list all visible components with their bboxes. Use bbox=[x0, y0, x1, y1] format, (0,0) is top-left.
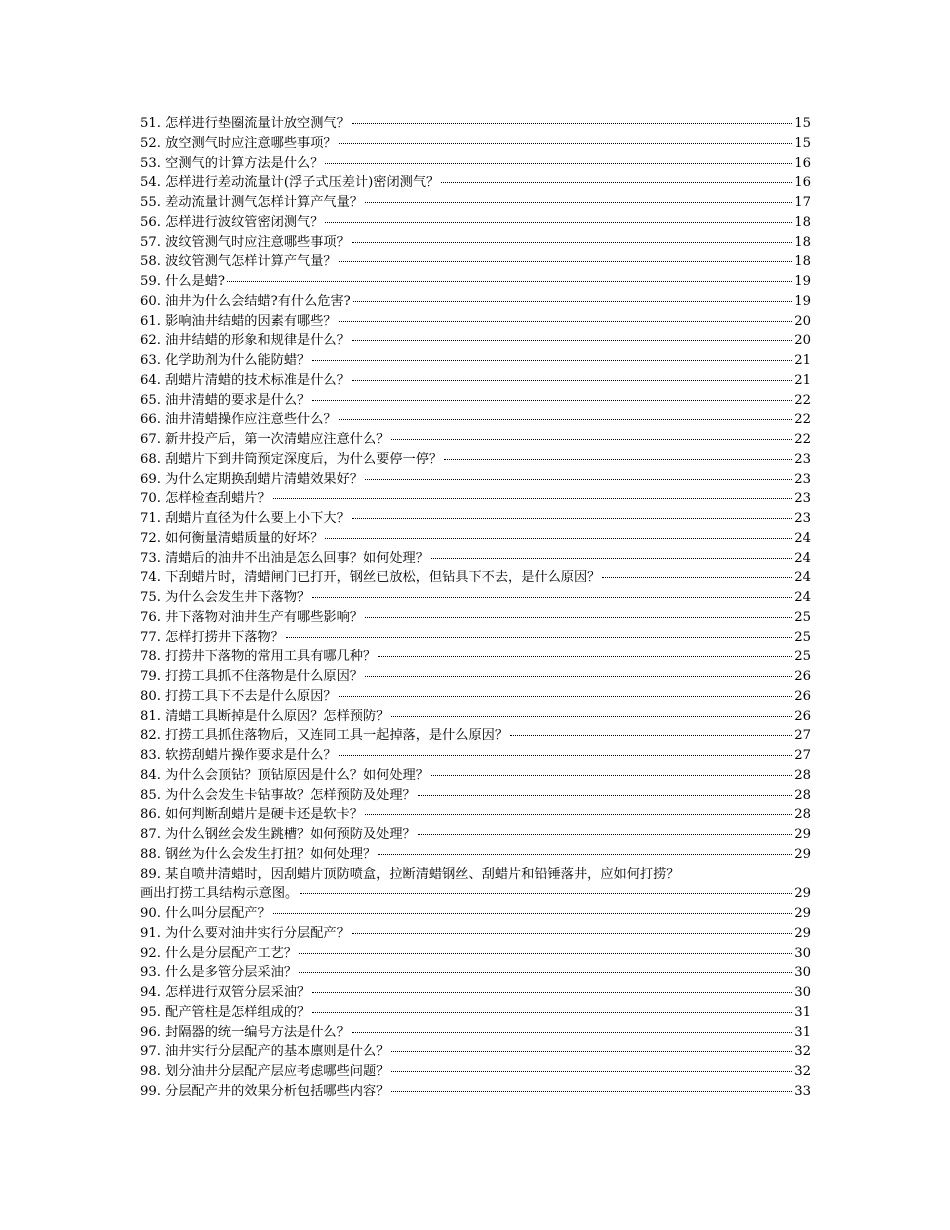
toc-entry[interactable] bbox=[140, 410, 811, 430]
toc-entry[interactable] bbox=[140, 114, 811, 134]
dot-leader bbox=[299, 971, 792, 973]
toc-entry[interactable] bbox=[140, 726, 811, 746]
dot-leader bbox=[352, 517, 792, 519]
toc-entry-page: 26 bbox=[794, 688, 811, 704]
toc-entry[interactable] bbox=[140, 549, 811, 569]
dot-leader bbox=[352, 241, 792, 243]
toc-entry-page: 25 bbox=[794, 609, 811, 625]
toc-entry[interactable] bbox=[140, 983, 811, 1003]
toc-entry-title: 67. 新井投产后，第一次清蜡应注意什么？ bbox=[140, 432, 390, 447]
toc-entry-page: 24 bbox=[794, 590, 811, 605]
dot-leader bbox=[339, 142, 793, 144]
toc-entry-page: 30 bbox=[794, 945, 811, 961]
toc-entry[interactable] bbox=[140, 944, 811, 964]
toc-entry-title: 95. 配产管柱是怎样组成的？ bbox=[140, 1004, 311, 1020]
dot-leader bbox=[391, 1070, 792, 1072]
toc-entry-page: 31 bbox=[794, 1004, 811, 1020]
toc-entry[interactable] bbox=[140, 1082, 811, 1102]
toc-entry-title: 82. 打捞工具抓住落物后，又连同工具一起掉落，是什么原因？ bbox=[140, 728, 509, 744]
toc-entry-title: 90. 什么叫分层配产？ bbox=[140, 906, 271, 921]
dot-leader bbox=[299, 952, 792, 954]
dot-leader bbox=[312, 359, 792, 361]
toc-entry-page: 29 bbox=[794, 886, 811, 902]
toc-entry[interactable] bbox=[140, 529, 811, 549]
dot-leader bbox=[352, 932, 792, 934]
dot-leader bbox=[418, 794, 792, 796]
toc-entry[interactable] bbox=[140, 351, 811, 371]
dot-leader bbox=[339, 260, 793, 262]
toc-entry-title: 87. 为什么钢丝会发生跳槽？如何预防及处理？ bbox=[140, 827, 416, 842]
toc-entry-page: 18 bbox=[794, 254, 811, 270]
toc-entry-page: 23 bbox=[794, 451, 811, 467]
toc-entry-page: 28 bbox=[794, 787, 811, 803]
toc-entry[interactable] bbox=[140, 193, 811, 213]
toc-entry-page: 25 bbox=[794, 649, 811, 665]
dot-leader bbox=[273, 497, 793, 499]
toc-entry[interactable] bbox=[140, 1003, 811, 1023]
toc-entry-title: 77. 怎样打捞井下落物？ bbox=[140, 629, 284, 645]
dot-leader bbox=[352, 379, 792, 381]
dot-leader bbox=[418, 833, 792, 835]
toc-entry[interactable] bbox=[140, 173, 811, 193]
toc-entry[interactable] bbox=[140, 687, 811, 707]
toc-entry-page: 27 bbox=[794, 748, 811, 763]
dot-leader bbox=[365, 813, 792, 815]
toc-entry-page: 32 bbox=[794, 1044, 811, 1060]
toc-entry-title: 93. 什么是多管分层采油？ bbox=[140, 965, 298, 981]
dot-leader bbox=[391, 1050, 792, 1052]
toc-entry-title: 56. 怎样进行波纹管密闭测气？ bbox=[140, 214, 324, 230]
dot-leader bbox=[325, 221, 792, 223]
toc-entry[interactable] bbox=[140, 331, 811, 351]
dot-leader bbox=[312, 399, 792, 401]
dot-leader bbox=[431, 557, 792, 559]
toc-entry-title: 99. 分层配产井的效果分析包括哪些内容？ bbox=[140, 1083, 390, 1099]
toc-entry[interactable] bbox=[140, 154, 811, 174]
toc-entry-title: 62. 油井结蜡的形象和规律是什么？ bbox=[140, 333, 350, 349]
toc-entry-title: 76. 井下落物对油井生产有哪些影响？ bbox=[140, 609, 363, 625]
toc-entry-title: 84. 为什么会顶钻？顶钻原因是什么？如何处理？ bbox=[140, 767, 429, 783]
toc-entry-page: 29 bbox=[794, 906, 811, 921]
toc-entry-title: 80. 打捞工具下不去是什么原因？ bbox=[140, 688, 337, 704]
toc-entry-page: 19 bbox=[794, 293, 811, 309]
toc-entry-page: 31 bbox=[794, 1024, 811, 1040]
toc-entry-title: 52. 放空测气时应注意哪些事项？ bbox=[140, 135, 337, 151]
toc-entry-page: 25 bbox=[794, 629, 811, 645]
toc-entry-title: 89. 某自喷井清蜡时，因刮蜡片顶防喷盒，拉断清蜡钢丝、刮蜡片和铅锤落井，应如何打捞？ bbox=[140, 866, 680, 882]
toc-entry[interactable] bbox=[140, 312, 811, 332]
dot-leader bbox=[352, 1031, 792, 1033]
toc-entry[interactable] bbox=[140, 647, 811, 667]
dot-leader bbox=[227, 280, 792, 282]
toc-entry-page: 22 bbox=[794, 432, 811, 447]
dot-leader bbox=[602, 576, 792, 578]
toc-entry[interactable] bbox=[140, 134, 811, 154]
toc-entry-title: 97. 油井实行分层配产的基本廪则是什么？ bbox=[140, 1044, 390, 1060]
toc-entry[interactable] bbox=[140, 865, 811, 885]
toc-entry[interactable] bbox=[140, 588, 811, 608]
dot-leader bbox=[352, 122, 792, 124]
dot-leader bbox=[352, 339, 792, 341]
toc-entry-page: 16 bbox=[794, 155, 811, 171]
dot-leader bbox=[312, 991, 792, 993]
dot-leader bbox=[431, 774, 792, 776]
dot-leader bbox=[391, 1090, 792, 1092]
toc-entry-page: 17 bbox=[794, 195, 811, 210]
toc-entry-title: 53. 空测气的计算方法是什么？ bbox=[140, 155, 324, 171]
toc-entry-title: 96. 封隔器的统一编号方法是什么？ bbox=[140, 1024, 350, 1040]
toc-entry-title: 63. 化学助剂为什么能防蜡？ bbox=[140, 353, 311, 368]
toc-entry[interactable] bbox=[140, 667, 811, 687]
dot-leader bbox=[378, 853, 792, 855]
toc-entry-page: 16 bbox=[794, 175, 811, 191]
dot-leader bbox=[300, 892, 792, 894]
toc-entry[interactable] bbox=[140, 252, 811, 272]
toc-entry-page: 15 bbox=[794, 135, 811, 151]
toc-entry-page: 29 bbox=[794, 846, 811, 862]
toc-entry[interactable] bbox=[140, 766, 811, 786]
dot-leader bbox=[391, 438, 792, 440]
toc-entry-page: 24 bbox=[794, 570, 811, 586]
toc-entry[interactable] bbox=[140, 1023, 811, 1043]
toc-entry-page: 30 bbox=[794, 965, 811, 981]
toc-entry[interactable] bbox=[140, 292, 811, 312]
toc-entry-title: 61. 影响油井结蜡的因素有哪些？ bbox=[140, 313, 337, 329]
toc-entry-title: 70. 怎样检查刮蜡片？ bbox=[140, 491, 271, 507]
toc-entry[interactable] bbox=[140, 707, 811, 727]
dot-leader bbox=[339, 695, 793, 697]
toc-entry-page: 23 bbox=[794, 511, 811, 526]
toc-entry-title: 64. 刮蜡片清蜡的技术标准是什么？ bbox=[140, 372, 350, 388]
toc-entry-page: 24 bbox=[794, 550, 811, 566]
toc-entry-page: 32 bbox=[794, 1064, 811, 1079]
toc-entry-title: 78. 打捞井下落物的常用工具有哪几种？ bbox=[140, 649, 377, 665]
dot-leader bbox=[365, 478, 792, 480]
toc-entry-page: 26 bbox=[794, 669, 811, 684]
dot-leader bbox=[365, 201, 792, 203]
toc-entry[interactable] bbox=[140, 786, 811, 806]
toc-entry-page: 22 bbox=[794, 412, 811, 428]
toc-entry-title: 81. 清蜡工具断掉是什么原因？怎样预防？ bbox=[140, 708, 390, 724]
dot-leader bbox=[339, 754, 793, 756]
toc-entry-title: 55. 差动流量计测气怎样计算产气量？ bbox=[140, 195, 363, 210]
toc-entry-title: 73. 清蜡后的油井不出油是怎么回事？如何处理？ bbox=[140, 550, 429, 566]
toc-entry-page: 22 bbox=[794, 392, 811, 408]
toc-entry-title: 86. 如何判断刮蜡片是硬卡还是软卡？ bbox=[140, 807, 363, 823]
dot-leader bbox=[312, 596, 792, 598]
toc-entry-title: 画出打捞工具结构示意图。 bbox=[140, 886, 299, 902]
toc-entry-page: 29 bbox=[794, 827, 811, 842]
toc-entry-page: 24 bbox=[794, 530, 811, 546]
dot-leader bbox=[286, 636, 792, 638]
toc-entry-title: 72. 如何衡量清蜡质量的好坏？ bbox=[140, 530, 324, 546]
dot-leader bbox=[312, 1011, 792, 1013]
dot-leader bbox=[325, 537, 792, 539]
toc-entry-title: 88. 钢丝为什么会发生打扭？如何处理？ bbox=[140, 846, 377, 862]
toc-entry[interactable] bbox=[140, 489, 811, 509]
dot-leader bbox=[441, 181, 792, 183]
toc-entry-title: 65. 油井清蜡的要求是什么？ bbox=[140, 392, 311, 408]
toc-entry[interactable] bbox=[140, 430, 811, 450]
dot-leader bbox=[353, 300, 792, 302]
toc-entry-title: 66. 油井清蜡操作应注意些什么？ bbox=[140, 412, 337, 428]
toc-entry-title: 85. 为什么会发生卡钻事故？怎样预防及处理？ bbox=[140, 787, 416, 803]
toc-entry-page: 19 bbox=[794, 274, 811, 289]
dot-leader bbox=[378, 655, 792, 657]
toc-entry[interactable] bbox=[140, 371, 811, 391]
toc-entry[interactable] bbox=[140, 845, 811, 865]
toc-entry-page: 23 bbox=[794, 491, 811, 507]
toc-entry-title: 75. 为什么会发生井下落物？ bbox=[140, 590, 311, 605]
toc-entry-title: 98. 划分油井分层配产层应考虑哪些问题？ bbox=[140, 1064, 390, 1079]
dot-leader bbox=[339, 418, 793, 420]
dot-leader bbox=[510, 734, 792, 736]
toc-entry-title: 59. 什么是蜡? bbox=[140, 274, 225, 289]
dot-leader bbox=[273, 912, 793, 914]
toc-entry-title: 79. 打捞工具抓不住落物是什么原因？ bbox=[140, 669, 363, 684]
toc-entry-page: 30 bbox=[794, 985, 811, 1000]
dot-leader bbox=[444, 458, 792, 460]
toc-entry[interactable] bbox=[140, 628, 811, 648]
toc-entry[interactable] bbox=[140, 904, 811, 924]
toc-entry[interactable] bbox=[140, 509, 811, 529]
toc-entry-page: 20 bbox=[794, 313, 811, 329]
toc-entry[interactable] bbox=[140, 213, 811, 233]
toc-entry-page: 21 bbox=[794, 353, 811, 368]
toc-entry-page: 29 bbox=[794, 925, 811, 941]
toc-entry[interactable] bbox=[140, 272, 811, 292]
toc-entry[interactable] bbox=[140, 825, 811, 845]
toc-entry[interactable] bbox=[140, 884, 811, 904]
toc-entry-title: 58. 波纹管测气怎样计算产气量？ bbox=[140, 254, 337, 270]
toc-entry[interactable] bbox=[140, 568, 811, 588]
toc-entry[interactable] bbox=[140, 233, 811, 253]
toc-entry-title: 91. 为什么要对油井实行分层配产？ bbox=[140, 925, 350, 941]
table-of-contents bbox=[140, 114, 811, 1102]
dot-leader bbox=[365, 616, 792, 618]
toc-entry-title: 94. 怎样进行双管分层采油？ bbox=[140, 985, 311, 1000]
toc-entry-page: 27 bbox=[794, 728, 811, 744]
toc-entry-page: 18 bbox=[794, 234, 811, 250]
toc-entry-title: 92. 什么是分层配产工艺？ bbox=[140, 945, 298, 961]
toc-entry-title: 83. 软捞刮蜡片操作要求是什么？ bbox=[140, 748, 337, 763]
toc-entry-page: 33 bbox=[794, 1083, 811, 1099]
toc-entry[interactable] bbox=[140, 608, 811, 628]
toc-entry-page: 15 bbox=[794, 116, 811, 131]
toc-entry[interactable] bbox=[140, 805, 811, 825]
toc-entry[interactable] bbox=[140, 391, 811, 411]
toc-entry-title: 54. 怎样进行差动流量计(浮子式压差计)密闭测气？ bbox=[140, 175, 440, 191]
toc-entry-page: 26 bbox=[794, 708, 811, 724]
toc-entry-title: 68. 刮蜡片下到井筒预定深度后，为什么要停一停？ bbox=[140, 451, 443, 467]
toc-entry-page: 28 bbox=[794, 767, 811, 783]
toc-entry-title: 51. 怎样进行垫圈流量计放空测气？ bbox=[140, 116, 350, 131]
toc-entry-title: 74. 下刮蜡片时，清蜡闸门已打开，钢丝已放松，但钻具下不去，是什么原因？ bbox=[140, 570, 601, 586]
toc-entry-page: 28 bbox=[794, 807, 811, 823]
toc-entry[interactable] bbox=[140, 1062, 811, 1082]
toc-entry-title: 71. 刮蜡片直径为什么要上小下大？ bbox=[140, 511, 350, 526]
toc-entry[interactable] bbox=[140, 746, 811, 766]
toc-entry-page: 20 bbox=[794, 333, 811, 349]
toc-entry-page: 21 bbox=[794, 372, 811, 388]
dot-leader bbox=[339, 320, 793, 322]
toc-entry-title: 57. 波纹管测气时应注意哪些事项？ bbox=[140, 234, 350, 250]
dot-leader bbox=[365, 675, 792, 677]
toc-entry[interactable] bbox=[140, 470, 811, 490]
toc-entry-title: 69. 为什么定期换刮蜡片清蜡效果好？ bbox=[140, 471, 363, 487]
toc-entry-page: 18 bbox=[794, 214, 811, 230]
dot-leader bbox=[391, 715, 792, 717]
toc-entry-title: 60. 油井为什么会结蜡?有什么危害? bbox=[140, 293, 351, 309]
toc-entry[interactable] bbox=[140, 450, 811, 470]
toc-entry[interactable] bbox=[140, 963, 811, 983]
toc-entry[interactable] bbox=[140, 1042, 811, 1062]
dot-leader bbox=[325, 162, 792, 164]
toc-entry[interactable] bbox=[140, 924, 811, 944]
toc-entry-page: 23 bbox=[794, 471, 811, 487]
